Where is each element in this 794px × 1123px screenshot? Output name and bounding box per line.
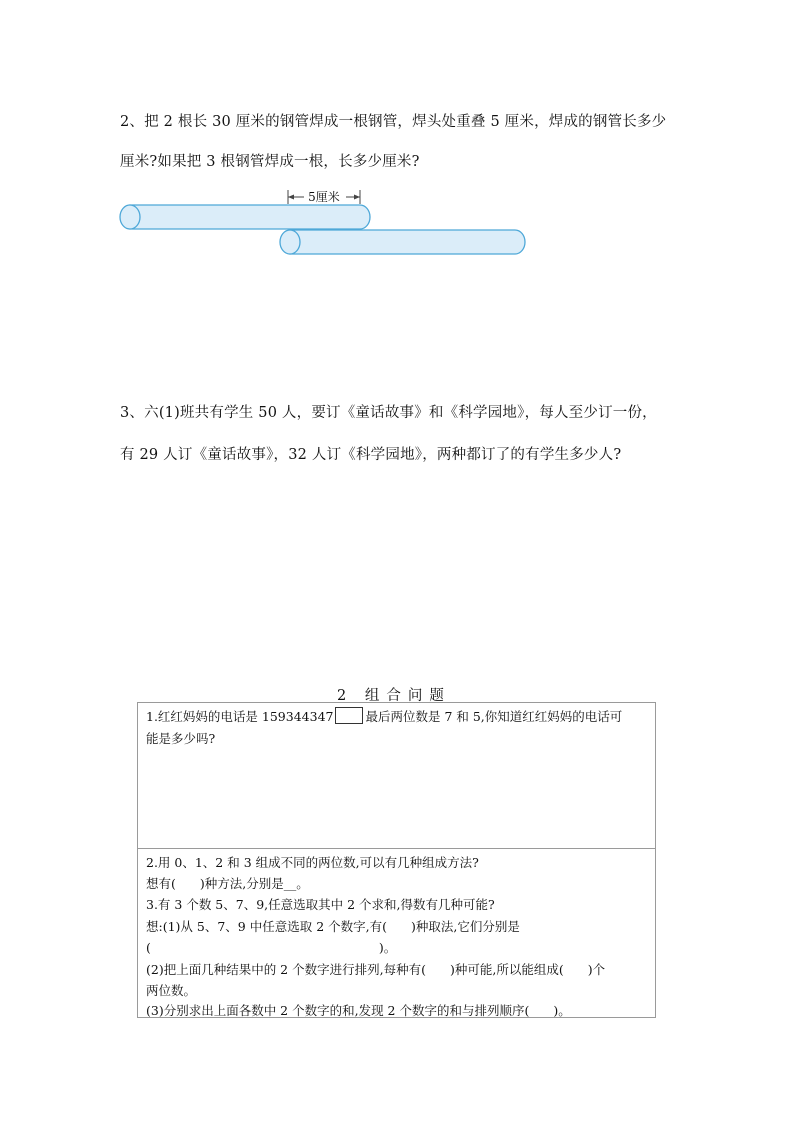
phone-prefix: 1.红红妈妈的电话是 159344347 [146,709,334,724]
q3-think1-part-a: 想:(1)从 5、7、9 中任意选取 2 个数字,有( [146,919,387,934]
box2-q2: 2.用 0、1、2 和 3 组成不同的两位数,可以有几种组成方法? [146,855,479,870]
q3-think2-part-c: )个 [587,962,606,977]
pipe-2 [280,230,525,254]
q3-think3-part-a: (3)分别求出上面各数中 2 个数字的和,发现 2 个数字的和与排列顺序( [146,1003,530,1018]
box2-q2-think [146,874,309,892]
box2-q3-think-2 [146,960,605,978]
section-title: 2 组合问题 [337,688,451,704]
pipe-1 [120,205,370,229]
box1-question-line-2: 能是多少吗? [146,731,216,746]
overlap-dimension [288,189,360,204]
q3-think1-part-b: )种取法,它们分别是 [410,919,520,934]
phone-blank-box [335,707,363,724]
q2-line-2: 厘米?如果把 3 根钢管焊成一根，长多少厘米? [120,154,420,170]
q3-think3-part-b: )。 [553,1003,571,1018]
q3-think2-part-a: (2)把上面几种结果中的 2 个数字进行排列,每种有( [146,962,426,977]
paren-open: ( [146,940,151,955]
box1-question-line-1 [146,707,622,725]
q2-think-part-b: )种方法,分别是__。 [199,876,309,891]
box2-q3-think-2-cont: 两位数。 [146,983,197,998]
phone-suffix: 最后两位数是 7 和 5,你知道红红妈妈的电话可 [365,709,623,724]
welded-pipes-diagram [110,184,530,256]
box2-q3-think-3 [146,1001,571,1019]
combination-question-box-1 [137,702,656,849]
box2-q3-think-1 [146,917,520,935]
box2-q3: 3.有 3 个数 5、7、9,任意选取其中 2 个求和,得数有几种可能? [146,897,495,912]
q2-line-1: 2、把 2 根长 30 厘米的钢管焊成一根钢管，焊头处重叠 5 厘米，焊成的钢管长多少 [120,114,667,130]
combination-question-box-2 [137,848,656,1018]
q3-think2-part-b: )种可能,所以能组成( [449,962,564,977]
box2-q3-think-1-cont [146,938,396,956]
paren-close: )。 [378,940,397,955]
q3-line-1: 3、六(1)班共有学生 50 人，要订《童话故事》和《科学园地》，每人至少订一份， [120,405,657,421]
overlap-label: 5厘米 [308,190,340,204]
q2-think-part-a: 想有( [146,876,176,891]
q3-line-2: 有 29 人订《童话故事》，32 人订《科学园地》，两种都订了的有学生多少人? [120,447,622,463]
